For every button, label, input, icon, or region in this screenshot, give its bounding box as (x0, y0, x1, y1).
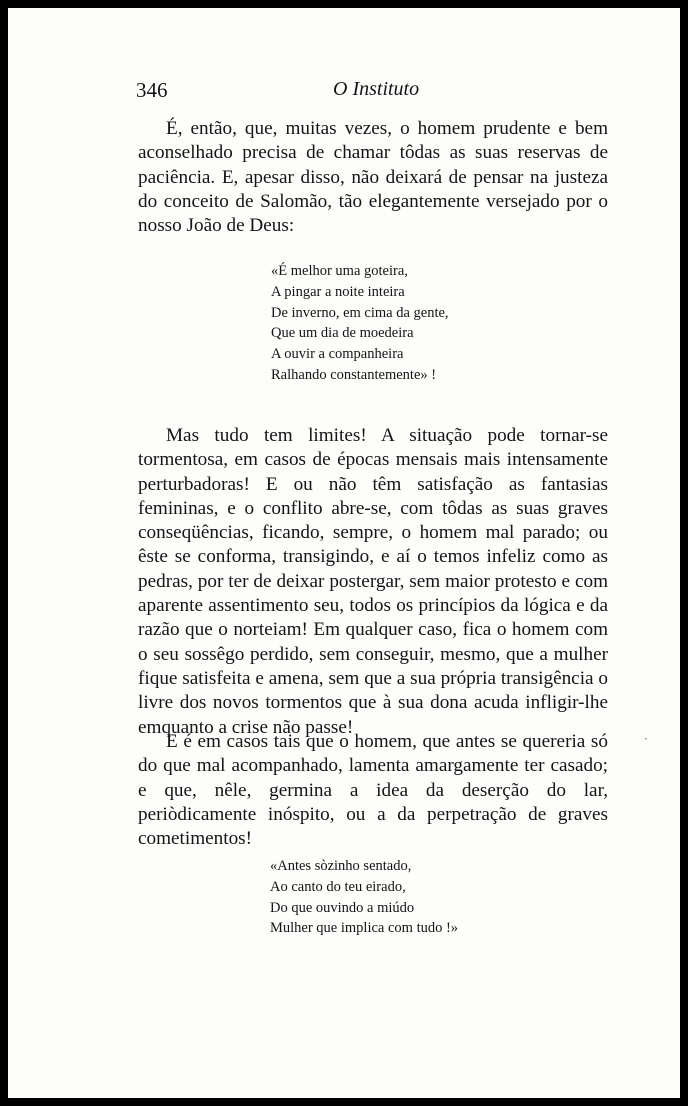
verse-line: «É melhor uma goteira, (271, 263, 408, 279)
verse-quote-2 (270, 856, 458, 939)
paragraph-3: E é em casos tais que o homem, que antes se quereria só do que mal acompanhado, lamenta amargamente ter casado; e que, nêle, germina a idea da deserção do lar, periòdicamente inóspito, ou a da perpetração de graves cometimentos! (138, 731, 608, 850)
paragraph-1: É, então, que, muitas vezes, o homem prudente e bem aconselhado precisa de chamar tôdas as suas reservas de paciência. E, apesar disso, não deixará de pensar na justeza do conceito de Salomão, tão elegantemente versejado por o nosso João de Deus: (138, 118, 608, 237)
verse-line: De inverno, em cima da gente, (271, 304, 449, 321)
book-page (8, 8, 680, 1098)
verse-line: «Antes sòzinho sentado, (270, 858, 412, 874)
page-number: 346 (136, 78, 168, 102)
verse-line: A ouvir a companheira (271, 346, 404, 363)
running-title: O Instituto (333, 78, 420, 100)
verse-line: Ao canto do teu eirado, (270, 878, 406, 895)
verse-line: Do que ouvindo a miúdo (270, 899, 415, 916)
verse-line: A pingar a noite inteira (271, 283, 405, 300)
verse-quote-1 (271, 261, 449, 386)
paragraph-2: Mas tudo tem limites! A situação pode tornar-se tormentosa, em casos de épocas mensais mais intensamente perturbadoras! E ou não têm satisfação as fantasias femininas, e o conflito abre-se, com tôdas as suas graves conseqüências, ficando, sempre, o homem mal parado; ou êste se conforma, transigindo, e aí o temos infeliz como as pedras, por ter de deixar postergar, sem maior protesto e com aparente assentimento seu, todos os princípios da lógica e da razão que o norteiam! Em qualquer caso, fica o homem com o seu sossêgo perdido, sem conseguir, mesmo, que a mulher fique satisfeita e amena, sem que a sua própria transigência o livre dos novos tormentos que à sua dona acuda infligir-lhe emquanto a crise não passe! (138, 425, 608, 738)
verse-line: Ralhando constantemente» ! (271, 366, 437, 383)
verse-line: Mulher que implica com tudo !» (270, 920, 459, 937)
verse-line: Que um dia de moedeira (271, 325, 414, 342)
margin-mark: · (644, 732, 648, 746)
